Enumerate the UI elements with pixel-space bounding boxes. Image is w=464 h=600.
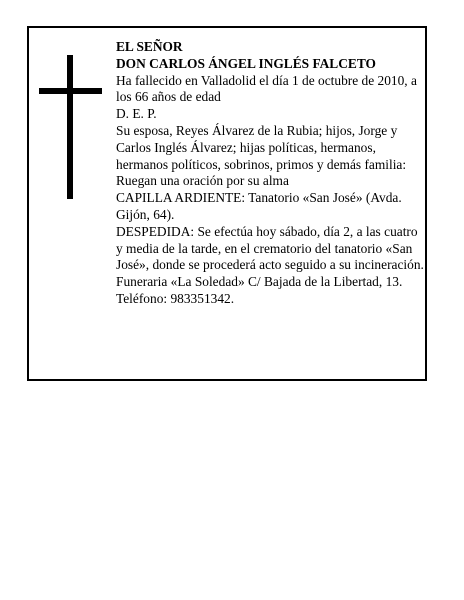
funeral-home-info: Funeraria «La Soledad» C/ Bajada de la Libertad, 13. Teléfono: 983351342. (116, 274, 403, 306)
prayer-request: Ruegan una oración por su alma (116, 173, 289, 189)
death-info: Ha fallecido en Valladolid el día 1 de octubre de 2010, a los 66 años de edad (116, 72, 417, 105)
deceased-name: DON CARLOS ÁNGEL INGLÉS FALCETO (116, 55, 376, 71)
obituary-notice (27, 26, 427, 381)
cross-horizontal-bar (39, 88, 102, 94)
cross-vertical-bar (67, 55, 73, 199)
title-line: EL SEÑOR (116, 39, 183, 54)
rip-line: D. E. P. (116, 106, 157, 122)
farewell-info: DESPEDIDA: Se efectúa hoy sábado, día 2, a las cuatro y media de la tarde, en el crematorio del tanatorio «San José», donde se procederá acto seguido a su incineración. (116, 223, 424, 273)
family-list: Su esposa, Reyes Álvarez de la Rubia; hijos, Jorge y Carlos Inglés Álvarez; hijas políticas, hermanos, hermanos políticos, sobrinos, primos y demás familia: (116, 122, 407, 172)
latin-cross-icon (39, 55, 102, 199)
chapel-info: CAPILLA ARDIENTE: Tanatorio «San José» (Avda. Gijón, 64). (116, 190, 402, 222)
obituary-text (116, 39, 426, 308)
